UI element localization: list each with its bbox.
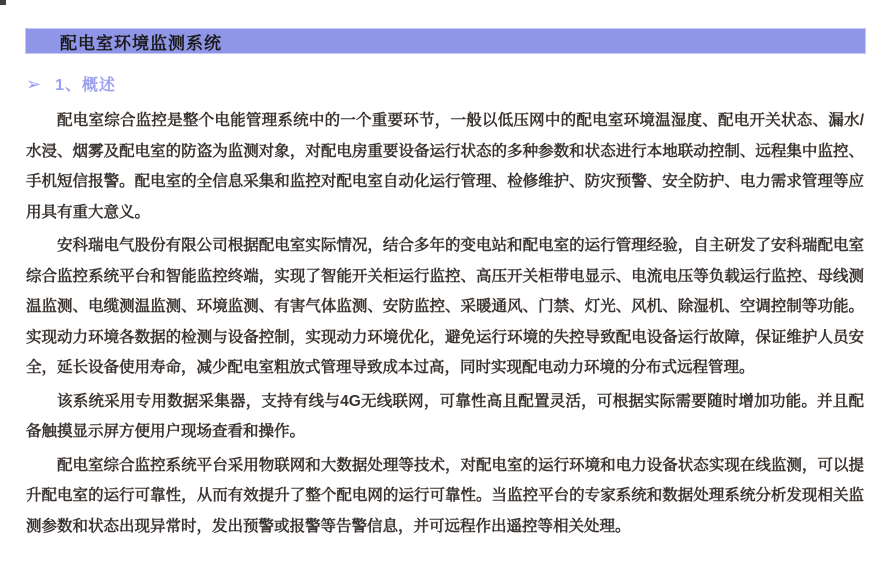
paragraph-company-solution: 安科瑞电气股份有限公司根据配电室实际情况，结合多年的变电站和配电室的运行管理经验，自主研发了安科瑞配电室综合监控系统平台和智能监控终端，实现了智能开关柜运行监控、高压开关柜带电显示、电流电压等负载运行监控、母线测温监测、电缆测温监测、环境监测、有害气体监测、安防监控、采暖通风、门禁、灯光、风机、除湿机、空调控制等功能。实现动力环境各数据的检测与设备控制，实现动力环境优化，避免运行环境的失控导致配电设备运行故障，保证维护人员安全，延长设备使用寿命，减少配电室粗放式管理导致成本过高，同时实现配电动力环境的分布式远程管理。 — [26, 237, 864, 376]
section-heading-label: 1、概述 — [55, 77, 116, 94]
section-heading — [26, 72, 116, 95]
title-bar — [25, 28, 866, 54]
page-title: 配电室环境监测系统 — [60, 33, 222, 53]
arrow-bullet-icon: ➢ — [26, 73, 42, 94]
body-content — [26, 106, 864, 545]
paragraph-data-collector: 该系统采用专用数据采集器，支持有线与4G无线联网，可靠性高且配置灵活，可根据实际需要随时增加功能。并且配备触摸显示屏方便用户现场查看和操作。 — [26, 392, 864, 440]
scan-artifact-mark — [0, 0, 6, 5]
paragraph-overview-intro: 配电室综合监控是整个电能管理系统中的一个重要环节，一般以低压网中的配电室环境温湿度、配电开关状态、漏水/水浸、烟雾及配电室的防盗为监测对象，对配电房重要设备运行状态的多种参数和状态进行本地联动控制、远程集中监控、手机短信报警。配电室的全信息采集和监控对配电室自动化运行管理、检修维护、防灾预警、安全防护、电力需求管理等应用具有重大意义。 — [26, 112, 864, 221]
paragraph-platform-technology: 配电室综合监控系统平台采用物联网和大数据处理等技术，对配电室的运行环境和电力设备状态实现在线监测，可以提升配电室的运行可靠性，从而有效提升了整个配电网的运行可靠性。当监控平台的专家系统和数据处理系统分析发现相关监测参数和状态出现异常时，发出预警或报警等告警信息，并可远程作出遥控等相关处理。 — [26, 456, 864, 535]
